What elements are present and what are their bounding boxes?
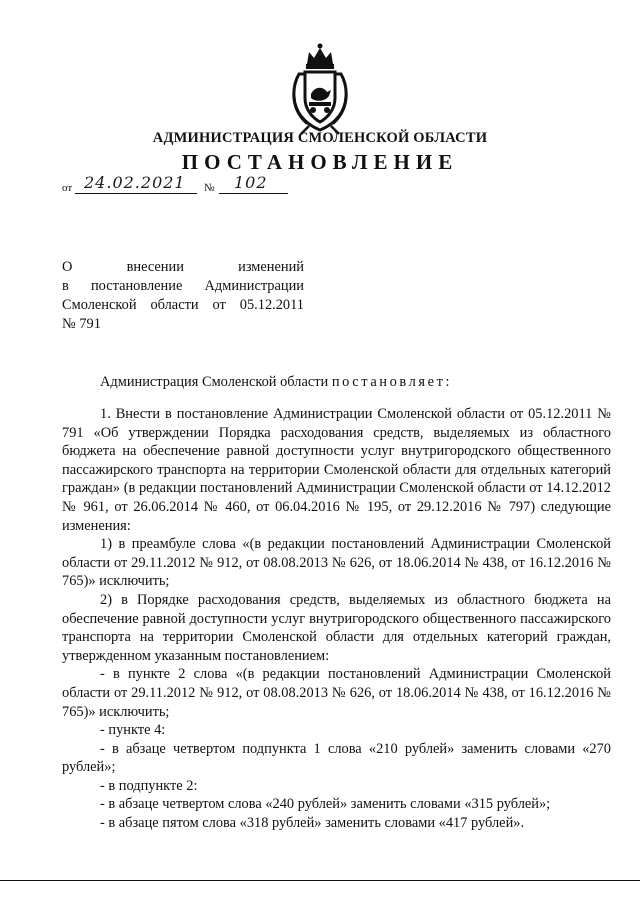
preamble-paragraph: [62, 373, 611, 392]
preamble-text: Администрация Смоленской области: [100, 374, 332, 390]
subject-line: Смоленской области от 05.12.2011: [62, 297, 304, 313]
subject-line: О внесении изменений: [62, 259, 304, 275]
date-prefix-label: от: [62, 182, 73, 194]
body-paragraph-5: - пункте 4:: [100, 722, 166, 739]
subject-line: в постановление Администрации: [62, 278, 304, 294]
date-number-line: [62, 173, 322, 198]
number-underline: [219, 193, 288, 194]
preamble-decree-word: постановляет:: [331, 374, 453, 390]
body-paragraph-9: - в абзаце пятом слова «318 рублей» заменить словами «417 рублей».: [100, 815, 525, 832]
body-paragraph-1: 1. Внести в постановление Администрации Смоленской области от 05.12.2011 № 791 «Об утверждении Порядка расходования средств, выделяемых из областного бюджета на обеспечение равной доступности услуг внутригородского общественного пассажирского транспорта на территории Смоленской области для отдельных категорий граждан» (в редакции постановлений Администрации Смоленской области от 14.12.2012 № 961, от 26.06.2014 № 460, от 06.04.2016 № 195, от 29.12.2016 № 797) следующие изменения:: [62, 406, 611, 534]
body-paragraph-4: - в пункте 2 слова «(в редакции постановлений Администрации Смоленской области от 29.11.2012 № 912, от 08.08.2013 № 626, от 18.06.2014 № 438, от 16.12.2016 № 765)» исключить;: [62, 666, 611, 720]
coat-of-arms-emblem: [287, 40, 353, 136]
date-handwritten: 24.02.2021: [84, 173, 186, 192]
number-handwritten: 102: [234, 173, 268, 192]
body-paragraph-7: - в подпункте 2:: [100, 777, 198, 794]
number-prefix-label: №: [204, 182, 215, 194]
body-paragraph-2: 1) в преамбуле слова «(в редакции постановлений Администрации Смоленской области от 29.11.2012 № 912, от 08.08.2013 № 626, от 18.06.2014 № 438, от 16.12.2016 № 765)» исключить;: [62, 536, 611, 590]
body-paragraph-8: - в абзаце четвертом слова «240 рублей» заменить словами «315 рублей»;: [100, 796, 551, 813]
body-paragraph-3: 2) в Порядке расходования средств, выделяемых из областного бюджета на обеспечение равной доступности услуг внутригородского общественного пассажирского транспорта на территории Смоленской области для отдельных категорий граждан, утвержденном указанным постановлением:: [62, 591, 611, 664]
body-paragraph-6: - в абзаце четвертом подпункта 1 слова «210 рублей» заменить словами «270 рублей»;: [62, 740, 611, 776]
document-type-title: ПОСТАНОВЛЕНИЕ: [181, 150, 459, 174]
document-body: [62, 405, 611, 833]
date-underline: [75, 193, 197, 194]
page-bottom-rule: [0, 880, 640, 881]
subject-line: № 791: [62, 316, 101, 332]
document-subject: [62, 258, 304, 334]
organization-name: АДМИНИСТРАЦИЯ СМОЛЕНСКОЙ ОБЛАСТИ: [152, 130, 488, 146]
